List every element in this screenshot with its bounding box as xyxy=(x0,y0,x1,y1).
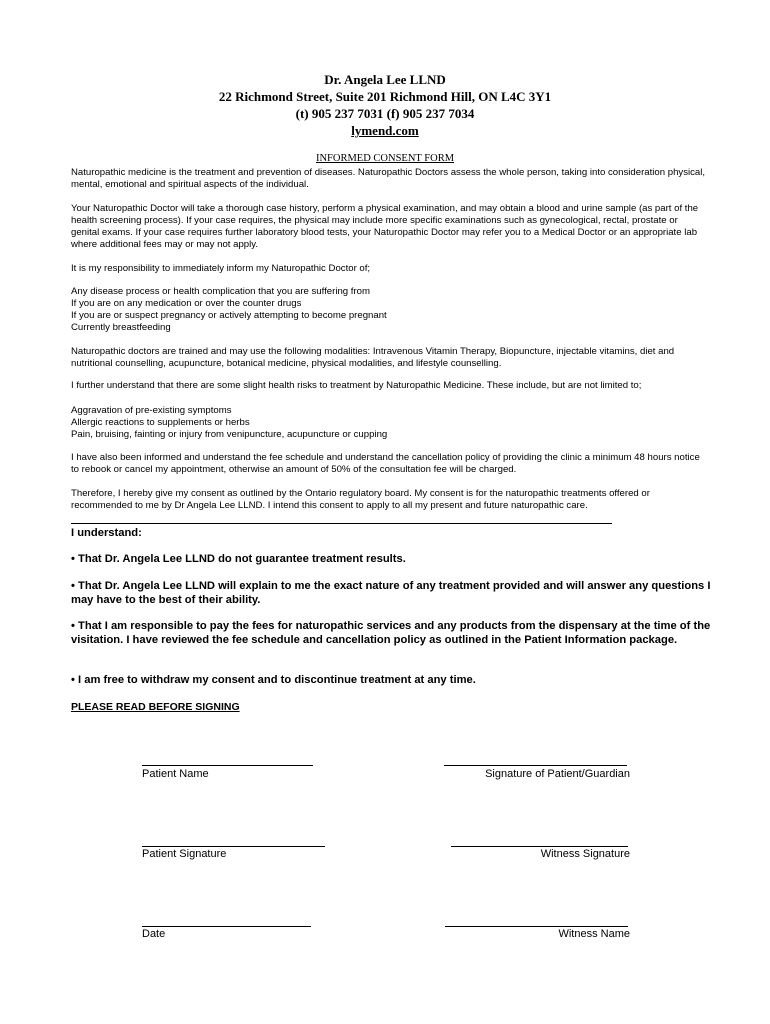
understand-item-guarantee: • That Dr. Angela Lee LLND do not guarantee treatment results. xyxy=(71,553,406,565)
patient-signature-line[interactable] xyxy=(142,846,325,847)
clinic-phone: (t) 905 237 7031 (f) 905 237 7034 xyxy=(295,106,475,121)
inform-list xyxy=(71,286,706,334)
understand-item-withdraw: • I am free to withdraw my consent and to discontinue treatment at any time. xyxy=(71,674,476,686)
letterhead xyxy=(0,71,770,139)
clinic-website-link[interactable]: lymend.com xyxy=(351,123,419,138)
fees-paragraph: I have also been informed and understand the fee schedule and understand the cancellation policy of providing the clinic a minimum 48 hours notice to rebook or cancel my appointment, otherwise an amount of 50% of the consultation fee will be charged. xyxy=(71,452,700,475)
list-item: Pain, bruising, fainting or injury from venipuncture, acupuncture or cupping xyxy=(71,429,388,440)
understand-item-fees: • That I am responsible to pay the fees for naturopathic services and any products from the dispensary at the time of the visitation. I have reviewed the fee schedule and cancellation policy as outlined in the Patient Information package. xyxy=(71,620,711,646)
intro-paragraph: Naturopathic medicine is the treatment and prevention of diseases. Naturopathic Doctors assess the whole person, taking into consideration physical, mental, emotional and spiritual aspects of the individual. xyxy=(71,167,706,190)
divider xyxy=(71,523,612,524)
understand-item-explain: • That Dr. Angela Lee LLND will explain to me the exact nature of any treatment provided and will answer any questions I may have to the best of their ability. xyxy=(71,580,711,606)
list-item: Aggravation of pre-existing symptoms xyxy=(71,405,232,416)
please-read-heading: PLEASE READ BEFORE SIGNING xyxy=(71,701,240,713)
responsibility-paragraph: It is my responsibility to immediately inform my Naturopathic Doctor of; xyxy=(71,263,371,274)
witness-signature-label: Witness Signature xyxy=(540,848,630,860)
understand-heading: I understand: xyxy=(71,527,142,539)
date-label: Date xyxy=(142,928,166,940)
date-line[interactable] xyxy=(142,926,311,927)
risk-list xyxy=(71,405,706,441)
list-item: Currently breastfeeding xyxy=(71,322,171,333)
patient-signature-label: Patient Signature xyxy=(142,848,227,860)
signature-patient-guardian-line[interactable] xyxy=(444,765,627,766)
exam-paragraph: Your Naturopathic Doctor will take a thorough case history, perform a physical examination, and may obtain a blood and urine sample (as part of the health screening process). If your case requires, the physical may include more specific examinations such as gynecological, rectal, prostate or genital exams. If your case requires further laboratory blood tests, your Naturopathic Doctor may refer you to a Medical Doctor or an appropriate lab where additional fees may or may not apply. xyxy=(71,203,699,250)
signature-patient-guardian-label: Signature of Patient/Guardian xyxy=(485,768,630,780)
modalities-paragraph: Naturopathic doctors are trained and may use the following modalities: Intravenous Vitamin Therapy, Biopuncture, injectable vitamins, diet and nutritional counselling, acupuncture, botanical medicine, physical modalities, and lifestyle counselling. xyxy=(71,346,675,369)
list-item: Any disease process or health complication that you are suffering from xyxy=(71,286,370,297)
witness-name-line[interactable] xyxy=(445,926,628,927)
list-item: Allergic reactions to supplements or herbs xyxy=(71,417,250,428)
witness-signature-line[interactable] xyxy=(451,846,628,847)
clinic-address: 22 Richmond Street, Suite 201 Richmond Hill, ON L4C 3Y1 xyxy=(218,89,552,104)
doctor-name: Dr. Angela Lee LLND xyxy=(324,72,446,87)
patient-name-line[interactable] xyxy=(142,765,313,766)
list-item: If you are on any medication or over the counter drugs xyxy=(71,298,302,309)
witness-name-label: Witness Name xyxy=(558,928,630,940)
risks-paragraph: I further understand that there are some slight health risks to treatment by Naturopathic Medicine. These include, but are not limited to; xyxy=(71,380,642,391)
form-title: INFORMED CONSENT FORM xyxy=(315,153,455,164)
list-item: If you are or suspect pregnancy or actively attempting to become pregnant xyxy=(71,310,387,321)
consent-paragraph: Therefore, I hereby give my consent as outlined by the Ontario regulatory board. My consent is for the naturopathic treatments offered or recommended to me by Dr Angela Lee LLND. I intend this consent to apply to all my present and future naturopathic care. xyxy=(71,488,650,511)
patient-name-label: Patient Name xyxy=(142,768,209,780)
